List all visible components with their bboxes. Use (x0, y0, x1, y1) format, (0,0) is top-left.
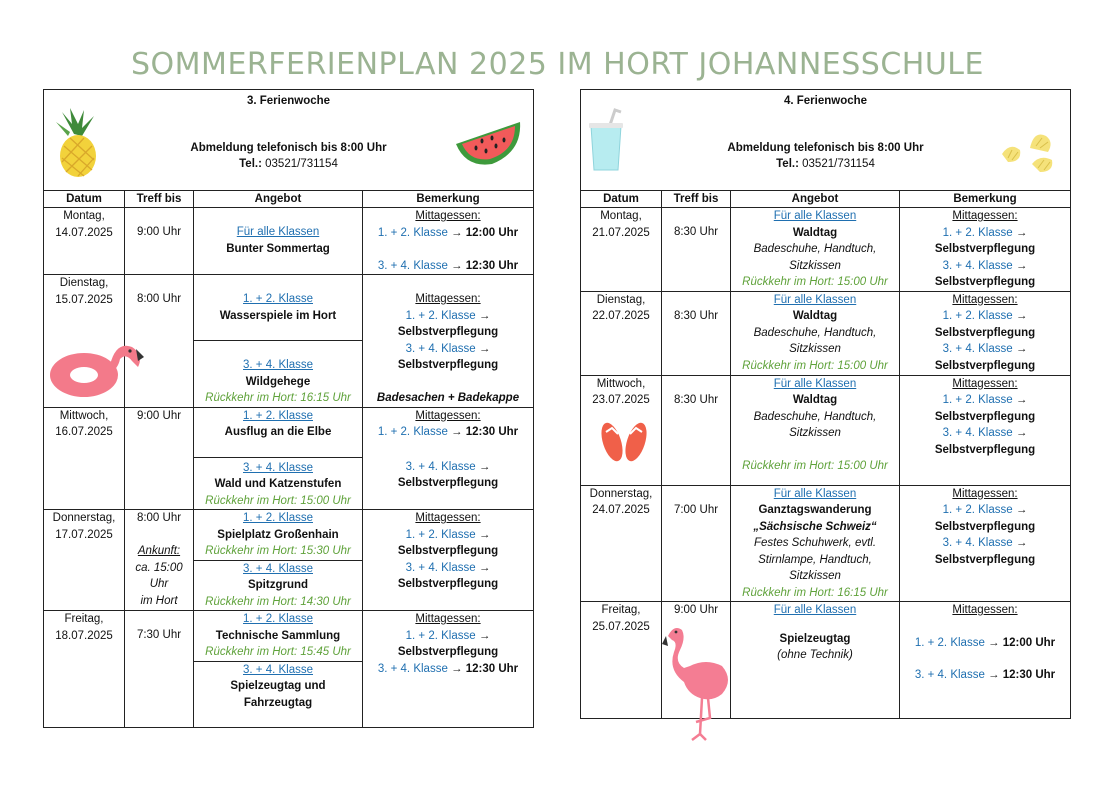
table-row (581, 375, 1071, 485)
table-row (581, 602, 1071, 719)
treff-cell: 8:30 Uhr (662, 291, 731, 375)
table-row (581, 485, 1071, 602)
telephone-line: Tel.: 03521/731154 (239, 158, 338, 170)
treff-cell: 8:30 Uhr (662, 208, 731, 292)
flamingo-icon (660, 622, 734, 746)
bemerkung-cell: Mittagessen: 1. + 2. Klasse → 12:00 Uhr 3. + 4. Klasse → 12:30 Uhr (900, 602, 1071, 719)
col-header-datum: Datum (44, 191, 125, 208)
angebot-cell: 1. + 2. Klasse Wasserspiele im Hort (194, 275, 363, 341)
table-row (44, 208, 534, 275)
bemerkung-cell: Mittagessen: 1. + 2. Klasse → Selbstverpflegung 3. + 4. Klasse → Selbstverpflegung Badesachen + Badekappe (363, 275, 534, 408)
drink-cup-icon (585, 108, 627, 172)
treff-cell: 8:00 Uhr (125, 275, 194, 408)
angebot-cell: Für alle Klassen Ganztagswanderung „Sächsische Schweiz“ Festes Schuhwerk, evtl. Stirnlampe, Handtuch, Sitzkissen Rückkehr im Hort: 16:15 Uhr (731, 485, 900, 602)
col-header-angebot: Angebot (194, 191, 363, 208)
date-cell: Freitag, 18.07.2025 (44, 611, 125, 728)
angebot-cell: Für alle Klassen Waldtag Badeschuhe, Handtuch, Sitzkissen Rückkehr im Hort: 15:00 Uhr (731, 291, 900, 375)
bemerkung-cell: Mittagessen: 1. + 2. Klasse → Selbstverpflegung 3. + 4. Klasse → Selbstverpflegung (900, 208, 1071, 292)
date-cell: Freitag, 25.07.2025 (581, 602, 662, 719)
date-cell: Mittwoch, 16.07.2025 (44, 407, 125, 510)
bemerkung-cell: Mittagessen: 1. + 2. Klasse → Selbstverpflegung 3. + 4. Klasse → Selbstverpflegung (900, 375, 1071, 485)
bemerkung-cell: Mittagessen: 1. + 2. Klasse → Selbstverpflegung 3. + 4. Klasse → Selbstverpflegung (363, 510, 534, 611)
week4-table (580, 89, 1071, 719)
seashells-icon (1000, 128, 1060, 176)
col-header-datum: Datum (581, 191, 662, 208)
week-heading: 3. Ferienwoche (246, 95, 331, 107)
angebot-cell: 1. + 2. Klasse Spielplatz Großenhain Rückkehr im Hort: 15:30 Uhr (194, 510, 363, 561)
col-header-angebot: Angebot (731, 191, 900, 208)
date-cell: Montag, 21.07.2025 (581, 208, 662, 292)
angebot-cell: Für alle Klassen Bunter Sommertag (194, 208, 363, 275)
treff-cell: 7:00 Uhr (662, 485, 731, 602)
angebot-cell: Für alle Klassen Spielzeugtag (ohne Technik) (731, 602, 900, 719)
angebot-cell: Für alle Klassen Waldtag Badeschuhe, Handtuch, Sitzkissen Rückkehr im Hort: 15:00 Uhr (731, 375, 900, 485)
treff-cell: 9:00 Uhr (125, 208, 194, 275)
date-cell: Dienstag, 15.07.2025 (44, 275, 125, 408)
angebot-cell: 3. + 4. Klasse Wald und Katzenstufen Rückkehr im Hort: 15:00 Uhr (194, 457, 363, 510)
watermelon-icon (452, 118, 524, 170)
treff-cell: 7:30 Uhr (125, 611, 194, 728)
date-cell: Montag, 14.07.2025 (44, 208, 125, 275)
week3-table (43, 89, 534, 728)
col-header-bemerkung: Bemerkung (363, 191, 534, 208)
angebot-cell: 3. + 4. Klasse Spitzgrund Rückkehr im Hort: 14:30 Uhr (194, 560, 363, 611)
angebot-cell: 1. + 2. Klasse Ausflug an die Elbe (194, 407, 363, 457)
week-heading: 4. Ferienwoche (783, 95, 868, 107)
bemerkung-cell: Mittagessen: 1. + 2. Klasse → 12:30 Uhr 3. + 4. Klasse → Selbstverpflegung (363, 407, 534, 510)
date-cell: Dienstag, 22.07.2025 (581, 291, 662, 375)
treff-cell: 9:00 Uhr (662, 602, 731, 719)
treff-cell: 8:00 Uhr Ankunft: ca. 15:00 Uhr im Hort (125, 510, 194, 611)
date-cell: Donnerstag, 17.07.2025 (44, 510, 125, 611)
col-header-treff: Treff bis (662, 191, 731, 208)
page-title: SOMMERFERIENPLAN 2025 IM HORT JOHANNESSCHULE (131, 47, 984, 82)
table-row (581, 208, 1071, 292)
date-cell: Mittwoch, 23.07.2025 (581, 375, 662, 485)
pineapple-icon (48, 108, 104, 178)
table-row (44, 510, 534, 561)
date-cell: Donnerstag, 24.07.2025 (581, 485, 662, 602)
col-header-treff: Treff bis (125, 191, 194, 208)
week4-header (581, 90, 1071, 191)
treff-cell: 9:00 Uhr (125, 407, 194, 510)
angebot-cell: 1. + 2. Klasse Technische Sammlung Rückkehr im Hort: 15:45 Uhr (194, 611, 363, 662)
abmeldung-text: Abmeldung telefonisch bis 8:00 Uhr (727, 142, 924, 154)
abmeldung-text: Abmeldung telefonisch bis 8:00 Uhr (190, 142, 387, 154)
table-row (44, 611, 534, 662)
angebot-cell: 3. + 4. Klasse Spielzeugtag und Fahrzeugtag (194, 661, 363, 727)
bemerkung-cell: Mittagessen: 1. + 2. Klasse → 12:00 Uhr 3. + 4. Klasse → 12:30 Uhr (363, 208, 534, 275)
table-row (44, 407, 534, 457)
table-row (44, 275, 534, 341)
angebot-cell: Für alle Klassen Waldtag Badeschuhe, Handtuch, Sitzkissen Rückkehr im Hort: 15:00 Uhr (731, 208, 900, 292)
telephone-line: Tel.: 03521/731154 (776, 158, 875, 170)
flip-flops-icon (594, 418, 654, 466)
treff-cell: 8:30 Uhr (662, 375, 731, 485)
angebot-cell: 3. + 4. Klasse Wildgehege Rückkehr im Hort: 16:15 Uhr (194, 341, 363, 408)
bemerkung-cell: Mittagessen: 1. + 2. Klasse → Selbstverpflegung 3. + 4. Klasse → Selbstverpflegung (900, 291, 1071, 375)
swim-ring-flamingo-icon (48, 335, 146, 401)
table-row (581, 291, 1071, 375)
bemerkung-cell: Mittagessen: 1. + 2. Klasse → Selbstverpflegung 3. + 4. Klasse → 12:30 Uhr (363, 611, 534, 728)
col-header-bemerkung: Bemerkung (900, 191, 1071, 208)
bemerkung-cell: Mittagessen: 1. + 2. Klasse → Selbstverpflegung 3. + 4. Klasse → Selbstverpflegung (900, 485, 1071, 602)
